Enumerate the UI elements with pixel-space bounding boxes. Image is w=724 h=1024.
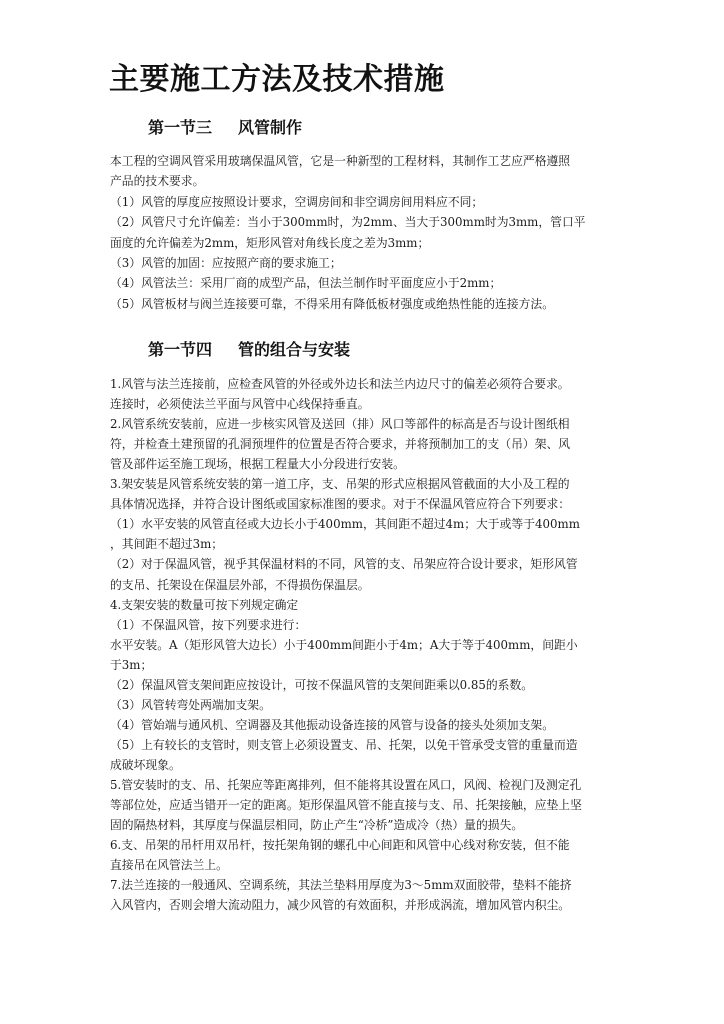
paragraph-line: 3.架安装是风管系统安装的第一道工序，支、吊架的形式应根据风管截面的大小及工程的 (110, 477, 570, 492)
paragraph-line: （3）风管转弯处两端加支架。 (110, 697, 271, 712)
paragraph-line: （1）风管的厚度应按照设计要求，空调房间和非空调房间用料应不同； (110, 194, 484, 209)
paragraph-line: 产品的技术要求。 (110, 174, 205, 189)
paragraph-line: 于3m； (110, 657, 153, 672)
paragraph-line: 面度的允许偏差为2mm，矩形风管对角线长度之差为3mm； (110, 235, 430, 250)
paragraph-line: （4）管始端与通风机、空调器及其他振动设备连接的风管与设备的接头处须加支架。 (110, 717, 554, 732)
paragraph-line: （2）对于保温风管，视乎其保温材料的不同，风管的支、吊架应符合设计要求，矩形风管 (110, 557, 578, 572)
paragraph-line: 管及部件运至施工现场，根据工程量大小分段进行安装。 (110, 457, 405, 472)
paragraph-line: 4.支架安装的数量可按下列规定确定 (110, 597, 299, 612)
paragraph-line: 成破坏现象。 (110, 757, 181, 772)
section-4-number: 第一节四 (148, 340, 213, 359)
paragraph-line: 入风管内，否则会增大流动阻力，减少风管的有效面积，并形成涡流，增加风管内积尘。 (110, 898, 571, 913)
paragraph-line: 本工程的空调风管采用玻璃保温风管，它是一种新型的工程材料，其制作工艺应严格遵照 (110, 154, 571, 168)
paragraph-line: 等部位处，应适当错开一定的距离。矩形保温风管不能直接与支、吊、托架接触，应垫上坚 (110, 798, 582, 813)
paragraph-line: 直接吊在风管法兰上。 (110, 858, 228, 873)
paragraph-line: （2）风管尺寸允许偏差：当小于300mm时，为2mm、当大于300mm时为3mm，管口平 (110, 215, 586, 230)
section-4-heading (148, 339, 350, 361)
section-3-name: 风管制作 (238, 118, 303, 137)
section-3-number: 第一节三 (148, 118, 213, 137)
paragraph-line: 固的隔热材料，其厚度与保温层相同，防止产生“冷桥”造成冷（热）量的损失。 (110, 818, 524, 833)
paragraph-line: （3）风管的加固：应按照产商的要求施工； (110, 256, 342, 270)
paragraph-line: （1）不保温风管，按下列要求进行： (110, 617, 307, 632)
paragraph-line: 6.支、吊架的吊杆用双吊杆，按托架角钢的螺孔中心间距和风管中心线对称安装，但不能 (110, 838, 570, 853)
section-3-heading (148, 117, 302, 139)
paragraph-line: 具体情况选择，并符合设计图纸或国家标准图的要求。对于不保温风管应符合下列要求： (110, 497, 571, 512)
paragraph-line: 水平安装。A（矩形风管大边长）小于400mm间距小于4m；A大于等于400mm，间距小 (110, 637, 578, 652)
paragraph-line: 2.风管系统安装前，应进一步核实风管及送回（排）风口等部件的标高是否与设计图纸相 (110, 417, 570, 432)
paragraph-line: 连接时，必须使法兰平面与风管中心线保持垂直。 (110, 397, 370, 412)
paragraph-line: 7.法兰连接的一般通风、空调系统，其法兰垫料用厚度为3～5mm双面胶带，垫料不能挤 (110, 878, 572, 893)
paragraph-line: （5）风管板材与阀兰连接要可靠，不得采用有降低板材强度或绝热性能的连接方法。 (110, 296, 554, 311)
paragraph-line: 5.管安装时的支、吊、托架应等距离排列，但不能将其设置在风口，风阀、检视门及测定孔 (110, 778, 582, 792)
paragraph-line: （4）风管法兰：采用厂商的成型产品，但法兰制作时平面度应小于2mm； (110, 276, 502, 291)
paragraph-line: （1）水平安装的风管直径或大边长小于400mm，其间距不超过4m；大于或等于400mm (110, 517, 580, 532)
paragraph-line: （2）保温风管支架间距应按设计，可按不保温风管的支架间距乘以0.85的系数。 (110, 677, 534, 692)
paragraph-line: 1.风管与法兰连接前，应检查风管的外径或外边长和法兰内边尺寸的偏差必须符合要求。 (110, 377, 570, 391)
paragraph-line: （5）上有较长的支管时，则支管上必须设置支、吊、托架，以免干管承受支管的重量而造 (110, 737, 578, 752)
paragraph-line: 的支吊、托架设在保温层外部，不得损伤保温层。 (110, 577, 370, 592)
section-4-name: 管的组合与安装 (238, 340, 351, 359)
paragraph-line: ，其间距不超过3m； (110, 537, 224, 552)
paragraph-line: 符，并检查土建预留的孔洞预埋件的位置是否符合要求，并将预制加工的支（吊）架、风 (110, 437, 571, 452)
page-title: 主要施工方法及技术措施 (109, 62, 445, 97)
